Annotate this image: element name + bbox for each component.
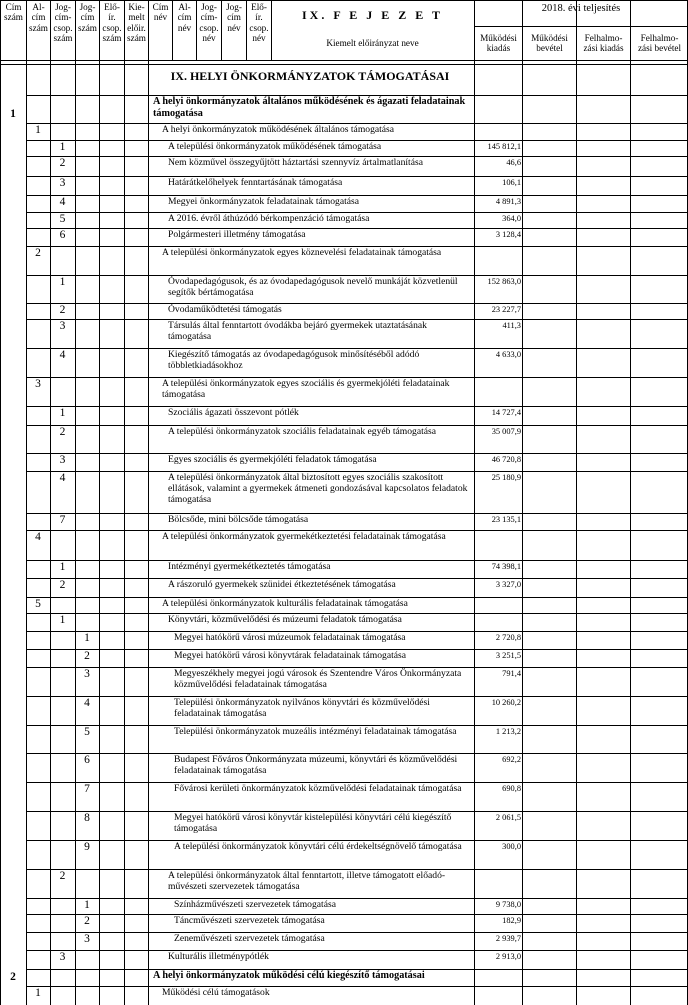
header-line: ír.	[255, 12, 263, 23]
header-line: Kie-	[128, 2, 145, 12]
row-value-mukodesi-kiadas: 692,2	[502, 755, 521, 764]
header-line: cím	[80, 12, 95, 23]
row-value-mukodesi-kiadas: 9 738,0	[495, 900, 521, 909]
row-number-alcim: 4	[35, 531, 41, 543]
table-row-9	[0, 228, 688, 246]
header-line: zási kiadás	[583, 43, 624, 54]
table-row-13	[0, 319, 688, 348]
header-line: Jog-	[201, 2, 217, 12]
header-line: szám	[29, 22, 48, 33]
table-row-32	[0, 782, 688, 811]
row-number-jcs: 2	[59, 579, 66, 591]
row-text: Óvodaműködtetési támogatás	[168, 304, 282, 315]
table-row-39	[0, 950, 688, 969]
row-text: A települési önkormányzatok egyes köznevelési feladatainak támogatása	[162, 247, 442, 258]
row-number-jc: 4	[84, 697, 90, 709]
table-row-36	[0, 898, 688, 914]
row-number-cim: 2	[10, 971, 16, 983]
table-row-18	[0, 453, 688, 471]
row-number-alcim: 2	[35, 247, 41, 259]
header-line: Jog-	[55, 2, 71, 12]
table-row-34	[0, 840, 688, 869]
header-line: cím	[227, 12, 241, 23]
row-text: Társulás által fenntartott óvodákba bejáró gyermekek utaztatásának támogatása	[168, 320, 427, 343]
row-text: Egyes szociális és gyermekjóléti feladatok támogatása	[168, 454, 377, 465]
row-value-mukodesi-kiadas: 10 260,2	[491, 698, 521, 707]
table-row-6	[0, 176, 688, 195]
row-text: A települési önkormányzatok által fenntartott, illetve támogatott előadó-művészeti szervezetek támogatása	[168, 870, 446, 893]
row-value-mukodesi-kiadas: 300,0	[502, 842, 521, 851]
row-text: A rászoruló gyermekek szünidei étkeztetésének támogatása	[168, 579, 396, 590]
table-row-23	[0, 578, 688, 597]
row-text: Települési önkormányzatok nyilvános könyvtári és közművelődési feladatainak támogatása	[174, 697, 430, 720]
row-number-jc: 9	[84, 841, 90, 853]
row-value-mukodesi-kiadas: 4 891,3	[495, 197, 521, 206]
header-line: előir.	[127, 22, 146, 33]
header-col-jogcim-csop-szam	[51, 2, 75, 44]
row-text: A települési önkormányzatok szociális feladatainak egyéb támogatása	[168, 426, 436, 437]
table-row-15	[0, 377, 688, 406]
table-row-16	[0, 406, 688, 425]
table-row-38	[0, 932, 688, 950]
row-number-jc: 8	[84, 812, 90, 824]
row-number-jc: 2	[84, 915, 90, 927]
row-number-jcs: 1	[59, 407, 66, 419]
header-col-eloir-csop-szam	[100, 2, 124, 44]
row-text: Határátkelőhelyek fenntartásának támogatása	[168, 177, 343, 188]
header-col-alcim-nev	[173, 2, 196, 33]
row-text: Kulturális illetménypótlék	[168, 951, 269, 962]
row-number-alcim: 1	[35, 124, 41, 136]
header-line: Működési	[531, 33, 568, 43]
row-number-jcs: 3	[59, 454, 66, 466]
row-number-alcim: 3	[35, 378, 41, 390]
table-row-40	[0, 969, 688, 986]
table-row-10	[0, 246, 688, 275]
table-row-7	[0, 195, 688, 212]
row-text: A helyi önkormányzatok általános működésének és ágazati feladatainak támogatása	[153, 96, 466, 119]
header-line: kiadás	[486, 43, 511, 54]
table-row-19	[0, 471, 688, 513]
header-line: cím	[177, 12, 192, 23]
table-row-4	[0, 140, 688, 156]
row-text: Megyei hatókörű városi könyvtár kistelepülési könyvtári célú kiegészítő támogatása	[174, 812, 452, 835]
row-text: Bölcsőde, mini bölcsőde támogatása	[168, 514, 309, 525]
header-line: szám	[53, 33, 73, 44]
table-row-24	[0, 597, 688, 613]
table-row-2	[0, 95, 688, 123]
header-line: melt	[128, 12, 145, 23]
row-number-jc: 3	[84, 933, 90, 945]
table-row-25	[0, 613, 688, 631]
row-text: Budapest Főváros Önkormányzata múzeumi, könyvtári és közművelődési feladatainak támogatása	[174, 754, 458, 777]
header-line: Felhalmo-	[640, 33, 679, 43]
header-line: ír.	[108, 12, 116, 23]
row-value-mukodesi-kiadas: 46 720,8	[491, 455, 521, 464]
row-text: A települési önkormányzatok gyermekétkeztetési feladatainak támogatása	[162, 531, 446, 542]
header-line: Felhalmo-	[584, 33, 623, 43]
row-number-alcim: 5	[35, 598, 41, 610]
header-line: csop.	[53, 22, 73, 33]
row-number-jcs: 1	[59, 141, 66, 153]
grid-header-double-line	[0, 64, 688, 65]
row-number-jcs: 3	[59, 951, 66, 963]
header-line: Al-	[32, 2, 45, 12]
row-text: A települési önkormányzatok működésének támogatása	[168, 141, 382, 152]
row-number-jc: 7	[84, 783, 90, 795]
row-value-mukodesi-kiadas: 791,4	[502, 669, 521, 678]
row-value-mukodesi-kiadas: 152 863,0	[487, 277, 521, 286]
row-number-jcs: 2	[59, 426, 66, 438]
table-row-35	[0, 869, 688, 898]
header-line: Al-	[178, 2, 191, 12]
row-value-mukodesi-kiadas: 2 720,8	[495, 633, 521, 642]
header-col-jogcim-csop-nev	[197, 2, 221, 44]
header-line: szám	[127, 33, 146, 44]
row-number-jc: 3	[84, 668, 90, 680]
row-number-jcs: 4	[59, 196, 66, 208]
table-row-3	[0, 123, 688, 140]
grid-top-line	[0, 0, 688, 1]
header-line: szám	[102, 33, 122, 44]
row-number-jcs: 4	[59, 349, 66, 361]
header-line: bevétel	[536, 43, 563, 54]
header-line: név	[202, 33, 216, 44]
row-number-jcs: 1	[59, 276, 66, 288]
row-value-mukodesi-kiadas: 14 727,4	[491, 408, 521, 417]
header-line: csop.	[102, 22, 122, 33]
row-number-jcs: 3	[59, 320, 66, 332]
row-value-mukodesi-kiadas: 23 135,1	[491, 515, 521, 524]
row-text: A helyi önkormányzatok működésének általános támogatása	[162, 124, 395, 135]
table-row-12	[0, 303, 688, 319]
table-row-27	[0, 649, 688, 667]
row-number-jcs: 4	[59, 472, 66, 484]
row-number-cim: 1	[10, 108, 16, 120]
grid-header-bottom-line	[0, 60, 688, 61]
table-row-37	[0, 914, 688, 932]
row-text: Megyeszékhely megyei jogú városok és Szentendre Város Önkormányzata közművelődési feladatainak támogatása	[174, 668, 462, 691]
header-line: cím	[31, 12, 46, 23]
row-text: Megyei hatókörű városi könyvtárak feladatainak támogatása	[174, 650, 407, 661]
row-number-jc: 5	[84, 726, 90, 738]
row-text: A települési önkormányzatok kulturális feladatainak támogatása	[162, 598, 408, 609]
row-value-mukodesi-kiadas: 23 227,7	[491, 305, 521, 314]
header-col-felhalmozasi-kiadas	[577, 33, 630, 54]
table-row-28	[0, 667, 688, 696]
header-line: csop.	[199, 22, 219, 33]
header-line: szám	[78, 22, 97, 33]
table-row-31	[0, 753, 688, 782]
row-text: Szociális ágazati összevont pótlék	[168, 407, 299, 418]
header-line: szám	[4, 12, 23, 23]
row-text: Óvodapedagógusok, és az óvodapedagógusok nevelő munkáját közvetlenül segítők bértámogatása	[168, 276, 458, 299]
row-text: IX. HELYI ÖNKORMÁNYZATOK TÁMOGATÁSAI	[170, 69, 450, 83]
row-value-mukodesi-kiadas: 74 398,1	[491, 562, 521, 571]
table-row-21	[0, 530, 688, 560]
table-row-8	[0, 212, 688, 228]
row-text: A helyi önkormányzatok működési célú kiegészítő támogatásai	[153, 970, 425, 981]
grid-header-mid-line	[474, 26, 688, 27]
row-value-mukodesi-kiadas: 4 633,0	[495, 350, 521, 359]
table-row-41	[0, 986, 688, 1005]
header-col-mukodesi-kiadas	[475, 33, 522, 54]
table-row-11	[0, 275, 688, 303]
table-row-30	[0, 725, 688, 753]
row-value-mukodesi-kiadas: 3 128,4	[495, 230, 521, 239]
header-line: cím-	[54, 12, 72, 23]
row-value-mukodesi-kiadas: 1 213,2	[495, 727, 521, 736]
header-col-eloir-csop-nev	[247, 2, 271, 44]
header-line: név	[153, 12, 168, 23]
row-number-jc: 1	[84, 632, 90, 644]
row-text: A települési önkormányzatok által biztosított egyes szociális szakosított ellátások, valamint a gyermekek átmeneti gondozásával kapcsolatos feladatok támogatása	[168, 472, 468, 506]
row-text: A települési önkormányzatok könyvtári célú érdekeltségnövelő támogatása	[174, 841, 462, 852]
kiemelt-eloiranyzat-label: Kiemelt előirányzat neve	[326, 38, 419, 48]
row-number-jc: 2	[84, 650, 90, 662]
header-line: név	[177, 22, 192, 33]
row-value-mukodesi-kiadas: 182,9	[502, 916, 521, 925]
header-col-jogcim-nev	[222, 2, 246, 33]
table-row-26	[0, 631, 688, 649]
row-value-mukodesi-kiadas: 690,8	[502, 784, 521, 793]
row-value-mukodesi-kiadas: 411,3	[502, 321, 521, 330]
row-text: Kiegészítő támogatás az óvodapedagógusok minősítéséből adódó többletkiadásokhoz	[168, 349, 420, 372]
row-text: Települési önkormányzatok muzeális intézményi feladatainak támogatása	[174, 726, 457, 737]
row-number-jcs: 1	[59, 561, 66, 573]
year-label: 2018. évi teljesítés	[541, 3, 621, 14]
table-row-1	[0, 66, 688, 95]
row-value-mukodesi-kiadas: 25 180,9	[491, 473, 521, 482]
table-row-17	[0, 425, 688, 453]
table-row-14	[0, 348, 688, 377]
header-line: név	[252, 33, 266, 44]
header-col-cim-nev	[149, 2, 172, 23]
table-row-20	[0, 513, 688, 530]
row-value-mukodesi-kiadas: 145 812,1	[487, 142, 521, 151]
row-number-jcs: 1	[59, 614, 66, 626]
header-line: Jog-	[79, 2, 96, 12]
row-number-jcs: 2	[59, 157, 66, 169]
row-value-mukodesi-kiadas: 46,6	[506, 158, 521, 167]
row-text: Zeneművészeti szervezetek támogatása	[174, 933, 325, 944]
table-row-33	[0, 811, 688, 840]
table-row-5	[0, 156, 688, 176]
header-col-kiemelt-eloir-szam	[125, 2, 148, 44]
row-text: A települési önkormányzatok egyes szociális és gyermekjóléti feladatainak támogatása	[162, 378, 450, 401]
row-text: A 2016. évről áthúzódó bérkompenzáció támogatása	[168, 213, 370, 224]
header-line: név	[227, 22, 241, 33]
row-text: Polgármesteri illetmény támogatása	[168, 229, 306, 240]
row-number-jcs: 6	[59, 229, 66, 241]
header-line: zási bevétel	[637, 43, 682, 54]
header-line: Jog-	[226, 2, 242, 12]
header-col-cim-szam	[1, 2, 26, 23]
header-line: Cím	[5, 2, 22, 12]
header-line: Cím	[152, 2, 169, 12]
header-line: cím-	[200, 12, 218, 23]
row-value-mukodesi-kiadas: 364,0	[502, 214, 521, 223]
row-value-mukodesi-kiadas: 35 007,9	[491, 427, 521, 436]
row-number-jc: 6	[84, 754, 90, 766]
row-number-jcs: 3	[59, 177, 66, 189]
row-number-jcs: 5	[59, 213, 66, 225]
row-value-mukodesi-kiadas: 2 061,5	[495, 813, 521, 822]
row-text: Intézményi gyermekétkeztetés támogatása	[168, 561, 331, 572]
header-col-jogcim-szam	[76, 2, 99, 33]
row-number-jcs: 2	[59, 870, 66, 882]
header-col-alcim-szam	[27, 2, 50, 33]
header-line: Működési	[480, 33, 517, 43]
row-value-mukodesi-kiadas: 3 327,0	[495, 580, 521, 589]
header-line: csop.	[249, 22, 269, 33]
row-number-alcim: 1	[35, 987, 41, 999]
header-col-felhalmozasi-bevetel	[631, 33, 688, 54]
row-number-jc: 1	[84, 899, 90, 911]
row-text: Színházművészeti szervezetek támogatása	[174, 899, 336, 910]
row-text: Táncművészeti szervezetek támogatása	[174, 915, 325, 926]
row-text: Könyvtári, közművelődési és múzeumi feladatok támogatása	[168, 614, 402, 625]
row-text: Fővárosi kerületi önkormányzatok közművelődési feladatainak támogatása	[174, 783, 462, 794]
row-value-mukodesi-kiadas: 106,1	[502, 178, 521, 187]
header-line: Elő-	[251, 2, 267, 12]
chapter-title: IX. F E J E Z E T	[301, 8, 444, 22]
row-text: Megyei önkormányzatok feladatainak támogatása	[168, 196, 359, 207]
header-col-mukodesi-bevetel	[523, 33, 576, 54]
header-line: Elő-	[104, 2, 120, 12]
row-value-mukodesi-kiadas: 3 251,5	[495, 651, 521, 660]
row-text: Megyei hatókörű városi múzeumok feladatainak támogatása	[174, 632, 406, 643]
row-text: Nem közművel összegyűjtött háztartási szennyvíz ártalmatlanítása	[168, 157, 423, 168]
row-value-mukodesi-kiadas: 2 913,0	[495, 952, 521, 961]
row-number-jcs: 2	[59, 304, 66, 316]
table-row-22	[0, 560, 688, 578]
table-row-29	[0, 696, 688, 725]
row-value-mukodesi-kiadas: 2 939,7	[495, 934, 521, 943]
row-text: Működési célú támogatások	[162, 987, 270, 998]
row-number-jcs: 7	[59, 514, 66, 526]
